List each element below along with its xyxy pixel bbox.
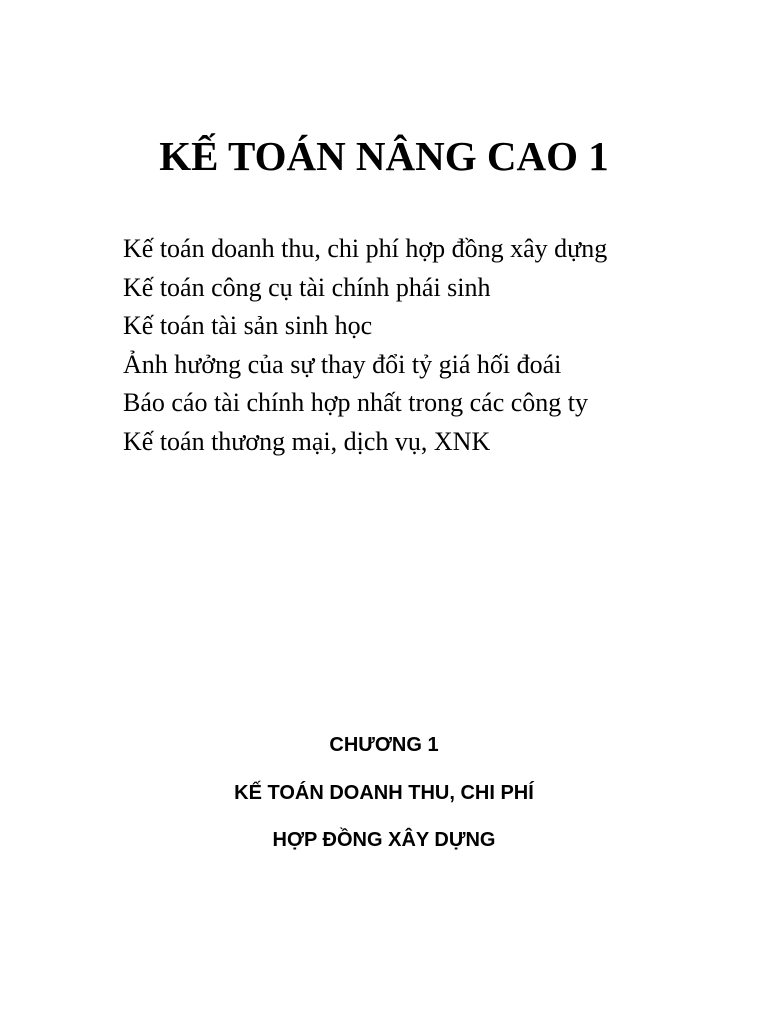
chapter-heading <box>0 727 768 870</box>
topic-list <box>123 230 607 461</box>
page-title: KẾ TOÁN NÂNG CAO 1 <box>159 133 609 179</box>
topic-item: Kế toán công cụ tài chính phái sinh <box>123 272 491 302</box>
topic-item: Kế toán thương mại, dịch vụ, XNK <box>123 426 491 456</box>
chapter-number: CHƯƠNG 1 <box>329 734 439 756</box>
chapter-title-line-1: KẾ TOÁN DOANH THU, CHI PHÍ <box>234 781 534 804</box>
chapter-title-line-2: HỢP ĐỒNG XÂY DỰNG <box>272 829 496 851</box>
topic-item: Ảnh hưởng của sự thay đổi tỷ giá hối đoái <box>123 349 562 379</box>
topic-item: Kế toán tài sản sinh học <box>123 311 373 340</box>
topic-item: Báo cáo tài chính hợp nhất trong các công ty <box>123 388 588 417</box>
topic-item: Kế toán doanh thu, chi phí hợp đồng xây dựng <box>123 234 608 263</box>
